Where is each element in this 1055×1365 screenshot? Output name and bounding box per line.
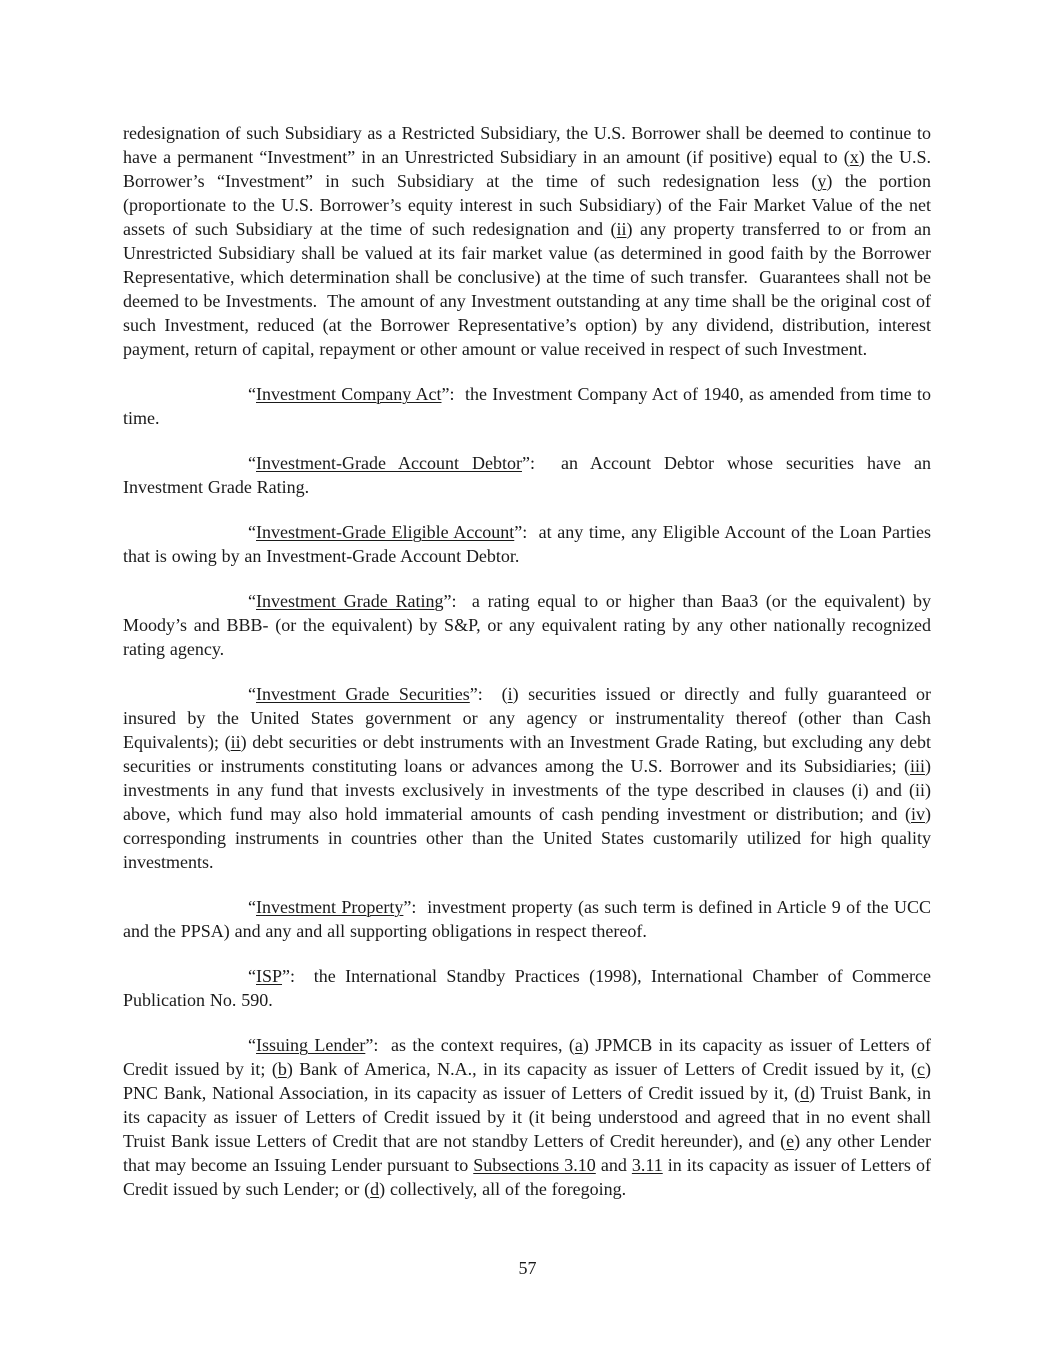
page-number: 57 xyxy=(518,1258,537,1278)
text-run: ) the U.S. Borrower’s “Investment” in such Subsidiary at the time of such redesignation less ( xyxy=(123,147,931,191)
definition-investment-property xyxy=(123,895,931,943)
text-run: “ xyxy=(248,522,256,542)
text-run: “ xyxy=(248,1035,256,1055)
defined-term: a xyxy=(574,1035,583,1055)
text-run: “ xyxy=(248,453,256,473)
text-run: ) corresponding instruments in countries other than the United States customarily utilized for high quality investments. xyxy=(123,804,931,872)
text-run: ”: a rating equal to or higher than Baa3 (or the equivalent) by Moody’s and BBB- (or the equivalent) by S&P, or any equivalent rating by any other nationally recognized rating agency. xyxy=(123,591,931,659)
defined-term: d xyxy=(370,1179,380,1199)
text-run: in its capacity as issuer of Letters of Credit issued by such Lender; or ( xyxy=(123,1155,931,1199)
text-run: ) any other Lender that may become an Issuing Lender pursuant to xyxy=(123,1131,932,1175)
text-run: “ xyxy=(248,897,256,917)
defined-term: Subsections 3.10 xyxy=(473,1155,596,1175)
text-run: ) securities issued or directly and fully guaranteed or insured by the United States government or any agency or instrumentality thereof (other than Cash Equivalents); ( xyxy=(123,684,931,752)
text-run: ) debt securities or debt instruments with an Investment Grade Rating, but excluding any debt securities or instruments constituting loans or advances among the U.S. Borrower and its Subsidiaries; ( xyxy=(123,732,931,776)
text-run: ) investments in any fund that invests exclusively in investments of the type described in clauses (i) and (ii) above, which fund may also hold immaterial amounts of cash pending investment or distribution; and ( xyxy=(123,756,931,824)
defined-term: Issuing Lender xyxy=(256,1035,366,1055)
text-run: “ xyxy=(248,384,256,404)
text-run: ) Bank of America, N.A., in its capacity as issuer of Letters of Credit issued by it, ( xyxy=(286,1059,917,1079)
defined-term: ii xyxy=(230,732,241,752)
defined-term: Investment-Grade Account Debtor xyxy=(256,453,522,473)
defined-term: Investment Grade Rating xyxy=(256,591,444,611)
text-run: ”: an Account Debtor whose securities have an Investment Grade Rating. xyxy=(123,453,932,497)
text-run: ) any property transferred to or from an Unrestricted Subsidiary shall be valued at its fair market value (as determined in good faith by the Borrower Representative, which determination shall be conclusive) at the time of such transfer. Guarantees shall not be deemed to be Investments. The amount of any Investment outstanding at any time shall be the original cost of such Investment, reduced (at the Borrower Representative’s option) by any dividend, distribution, interest payment, return of capital, repayment or other amount or value received in respect of such Investment. xyxy=(123,219,932,359)
defined-term: ii xyxy=(616,219,627,239)
definition-isp xyxy=(123,964,931,1012)
defined-term: Investment-Grade Eligible Account xyxy=(256,522,515,542)
defined-term: iv xyxy=(910,804,925,824)
defined-term: b xyxy=(277,1059,287,1079)
defined-term: i xyxy=(507,684,513,704)
text-run: “ xyxy=(248,966,256,986)
text-run: ”: investment property (as such term is defined in Article 9 of the UCC and the PPSA) and any and all supporting obligations in respect thereof. xyxy=(123,897,931,941)
defined-term: c xyxy=(917,1059,925,1079)
defined-term: y xyxy=(817,171,827,191)
definition-investment-company-act xyxy=(123,382,931,430)
definition-issuing-lender xyxy=(123,1033,931,1201)
text-run: ) collectively, all of the foregoing. xyxy=(379,1179,627,1199)
text-run: ”: ( xyxy=(469,684,508,704)
paragraph-investment-definition-continuation xyxy=(123,121,931,361)
defined-term: ISP xyxy=(256,966,283,986)
text-run: ”: at any time, any Eligible Account of the Loan Parties that is owing by an Investment-Grade Account Debtor. xyxy=(123,522,932,566)
text-run: “ xyxy=(248,591,256,611)
text-run: redesignation of such Subsidiary as a Restricted Subsidiary, the U.S. Borrower shall be deemed to continue to have a permanent “Investment” in an Unrestricted Subsidiary in an amount (if positive) equal to ( xyxy=(123,123,931,167)
definition-investment-grade-securities xyxy=(123,682,931,874)
text-run: ) PNC Bank, National Association, in its capacity as issuer of Letters of Credit issued by it, ( xyxy=(123,1059,931,1103)
text-run: ) the portion (proportionate to the U.S. Borrower’s equity interest in such Subsidiary) of the Fair Market Value of the net assets of such Subsidiary at the time of such redesignation and ( xyxy=(123,171,931,239)
defined-term: 3.11 xyxy=(631,1155,663,1175)
definition-investment-grade-rating xyxy=(123,589,931,661)
defined-term: Investment Company Act xyxy=(256,384,442,404)
text-run: ) Truist Bank, in its capacity as issuer of Letters of Credit issued by it (it being understood and agreed that in no event shall Truist Bank issue Letters of Credit that are not standby Letters of Credit hereunder), and ( xyxy=(123,1083,932,1151)
definition-investment-grade-eligible-account xyxy=(123,520,931,568)
defined-term: e xyxy=(786,1131,795,1151)
defined-term: iii xyxy=(909,756,925,776)
text-run: “ xyxy=(248,684,256,704)
text-block xyxy=(123,121,931,1222)
text-run: ”: the Investment Company Act of 1940, as amended from time to time. xyxy=(123,384,931,428)
text-run: ”: as the context requires, ( xyxy=(365,1035,575,1055)
definition-investment-grade-account-debtor xyxy=(123,451,931,499)
defined-term: Investment Grade Securities xyxy=(256,684,470,704)
text-run: and xyxy=(595,1155,632,1175)
defined-term: Investment Property xyxy=(256,897,404,917)
text-run: ”: the International Standby Practices (1998), International Chamber of Commerce Publication No. 590. xyxy=(123,966,931,1010)
defined-term: x xyxy=(849,147,859,167)
defined-term: d xyxy=(800,1083,810,1103)
text-run: ) JPMCB in its capacity as issuer of Letters of Credit issued by it; ( xyxy=(123,1035,931,1079)
